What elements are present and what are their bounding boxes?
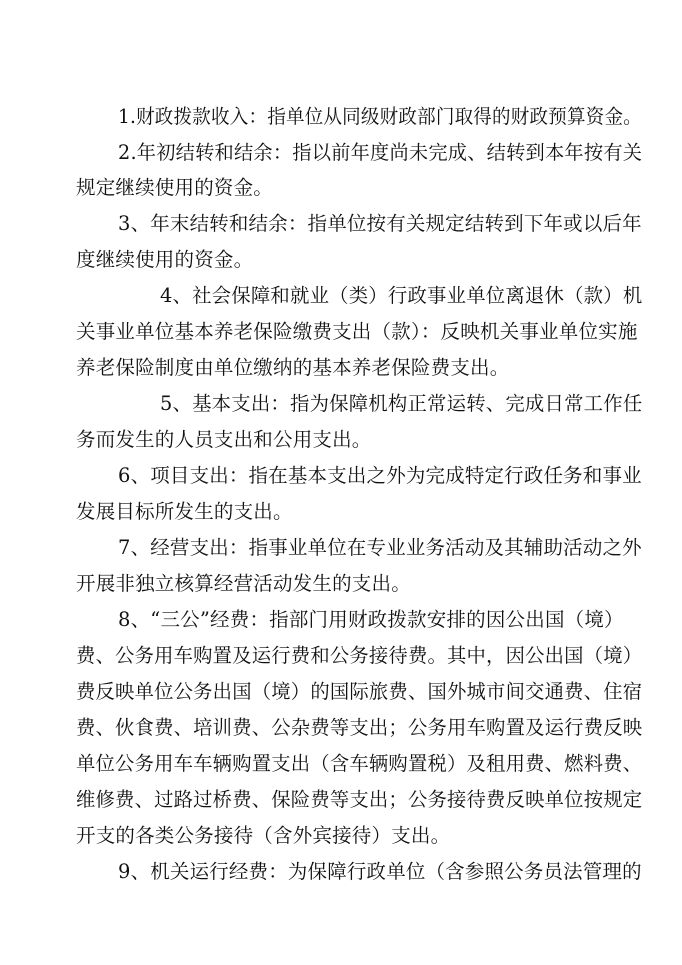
item-5-line-1: 5、基本支出：指为保障机构正常运转、完成日常工作任 xyxy=(160,392,643,415)
item-1-line-1: 1.财政拨款收入：指单位从同级财政部门取得的财政预算资金。 xyxy=(118,105,642,128)
item-7-line-2: 开展非独立核算经营活动发生的支出。 xyxy=(76,572,411,595)
item-8-line-2: 费、公务用车购置及运行费和公务接待费。其中，因公出国（境） xyxy=(76,644,643,667)
item-2-line-1: 2.年初结转和结余：指以前年度尚未完成、结转到本年按有关 xyxy=(118,141,643,164)
item-3-line-2: 度继续使用的资金。 xyxy=(76,248,254,271)
item-8-line-4: 费、伙食费、培训费、公杂费等支出；公务用车购置及运行费反映 xyxy=(76,716,643,739)
item-7-line-1: 7、经营支出：指事业单位在专业业务活动及其辅助活动之外 xyxy=(118,536,642,559)
item-8-line-7: 开支的各类公务接待（含外宾接待）支出。 xyxy=(76,824,451,847)
item-4-line-2: 关事业单位基本养老保险缴费支出（款）：反映机关事业单位实施 xyxy=(76,320,638,343)
item-5-line-2: 务而发生的人员支出和公用支出。 xyxy=(76,428,372,451)
item-8-line-5: 单位公务用车车辆购置支出（含车辆购置税）及租用费、燃料费、 xyxy=(76,752,643,775)
item-6-line-2: 发展目标所发生的支出。 xyxy=(76,500,293,523)
item-2-line-2: 规定继续使用的资金。 xyxy=(76,176,274,199)
item-4-line-3: 养老保险制度由单位缴纳的基本养老保险费支出。 xyxy=(76,356,510,379)
item-8-line-3: 费反映单位公务出国（境）的国际旅费、国外城市间交通费、住宿 xyxy=(76,680,643,703)
item-3-line-1: 3、年末结转和结余：指单位按有关规定结转到下年或以后年 xyxy=(118,212,642,235)
item-6-line-1: 6、项目支出：指在基本支出之外为完成特定行政任务和事业 xyxy=(118,464,642,487)
item-4-line-1: 4、社会保障和就业（类）行政事业单位离退休（款）机 xyxy=(160,284,643,307)
item-9-line-1: 9、机关运行经费：为保障行政单位（含参照公务员法管理的 xyxy=(118,860,642,883)
item-8-line-1: 8、“三公”经费：指部门用财政拨款安排的因公出国（境） xyxy=(118,608,624,631)
item-8-line-6: 维修费、过路过桥费、保险费等支出；公务接待费反映单位按规定 xyxy=(76,788,643,811)
